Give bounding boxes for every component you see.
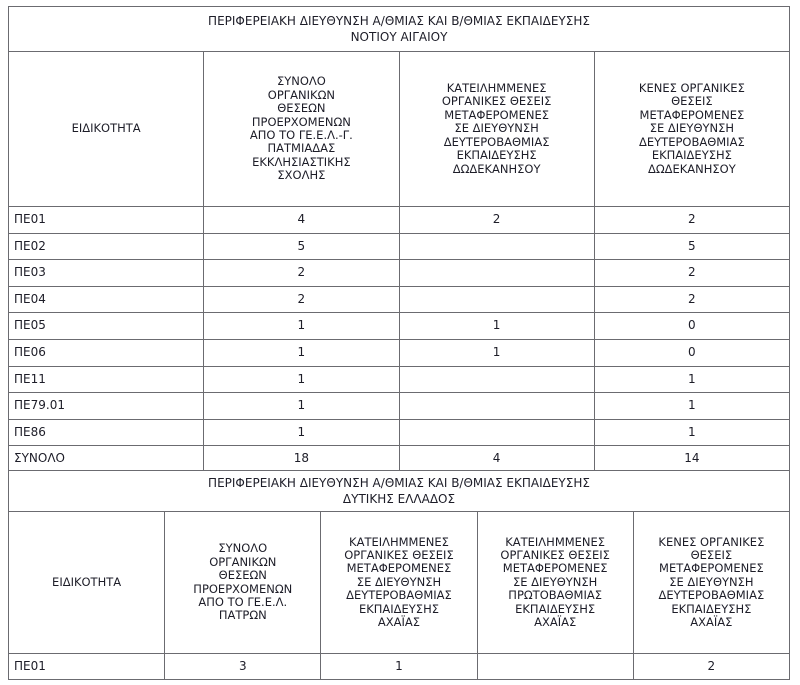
column-header-line: ΕΚΚΛΗΣΙΑΣΤΙΚΗΣ [252, 154, 351, 169]
cell-occupied-positions [399, 286, 594, 313]
cell-vacant-positions: 5 [594, 233, 789, 260]
cell-occupied-positions [399, 366, 594, 393]
table-row [9, 313, 790, 340]
cell-occupied-positions [399, 233, 594, 260]
table-row [9, 339, 790, 366]
table-title-cell [9, 471, 790, 512]
cell-occupied-positions: 2 [399, 207, 594, 234]
cell-occupied-positions [399, 393, 594, 420]
column-header-line: ΕΚΠΑΙΔΕΥΣΗΣ [651, 148, 732, 163]
table-row [9, 207, 790, 234]
column-header-line: ΣΕ ΔΙΕΥΘΥΝΣΗ [669, 574, 754, 589]
cell-occupied-secondary: 1 [321, 654, 477, 680]
column-header-line: ΣΕ ΔΙΕΥΘΥΝΣΗ [356, 574, 442, 589]
column-header-line: ΚΑΤΕΙΛΗΜΜΕΝΕΣ [349, 534, 449, 549]
column-header-line: ΣΕ ΔΙΕΥΘΥΝΣΗ [649, 121, 735, 136]
table-notiou-aigaiou [8, 6, 790, 473]
column-header-eidikotita [9, 52, 204, 207]
cell-specialty: ΠΕ06 [9, 339, 204, 366]
column-header-line: ΟΡΓΑΝΙΚΕΣ ΘΕΣΕΙΣ [500, 547, 610, 562]
column-header-line: ΚΑΤΕΙΛΗΜΜΕΝΕΣ [505, 534, 606, 549]
cell-vacant-secondary: 2 [633, 654, 789, 680]
cell-total-positions: 2 [204, 260, 399, 287]
column-header-line: ΑΧΑΪΑΣ [534, 615, 577, 630]
table-total-row [9, 446, 790, 473]
cell-vacant-positions: 1 [594, 393, 789, 420]
cell-total-positions: 2 [204, 286, 399, 313]
column-header-line: ΔΕΥΤΕΡΟΒΑΘΜΙΑΣ [346, 588, 452, 603]
column-header-line: ΘΕΣΕΩΝ [277, 101, 326, 116]
cell-specialty: ΠΕ01 [9, 654, 165, 680]
column-header-line: ΘΕΣΕΙΣ [690, 547, 733, 562]
cell-occupied-positions [399, 419, 594, 446]
cell-specialty: ΠΕ11 [9, 366, 204, 393]
cell-total-positions: 4 [204, 207, 399, 234]
column-header-line: ΟΡΓΑΝΙΚΩΝ [209, 554, 277, 569]
column-header-kateilimmenes-dodekanisou [399, 52, 594, 207]
table-title-line-2: ΔΥΤΙΚΗΣ ΕΛΛΑΔΟΣ [342, 492, 456, 506]
column-header-line: ΠΑΤΜΙΑΔΑΣ [267, 141, 336, 156]
column-header-line: ΟΡΓΑΝΙΚΕΣ ΘΕΣΕΙΣ [441, 94, 552, 109]
cell-specialty: ΠΕ86 [9, 419, 204, 446]
cell-specialty: ΠΕ03 [9, 260, 204, 287]
cell-vacant-positions: 1 [594, 366, 789, 393]
column-header-line: ΣΥΝΟΛΟ [218, 541, 268, 556]
column-header-line: ΔΕΥΤΕΡΟΒΑΘΜΙΑΣ [658, 588, 765, 603]
cell-occupied-positions: 1 [399, 339, 594, 366]
column-header-line: ΠΑΤΡΩΝ [218, 608, 267, 623]
cell-vacant-positions: 1 [594, 419, 789, 446]
column-header-kenes-dodekanisou [594, 52, 789, 207]
cell-vacant-positions: 0 [594, 313, 789, 340]
cell-specialty: ΠΕ04 [9, 286, 204, 313]
column-header-line: ΜΕΤΑΦΕΡΟΜΕΝΕΣ [659, 561, 764, 576]
table-row [9, 419, 790, 446]
column-header-line: ΚΑΤΕΙΛΗΜΜΕΝΕΣ [446, 81, 547, 96]
cell-occupied-positions [399, 260, 594, 287]
table-row [9, 260, 790, 287]
table-row [9, 233, 790, 260]
table-row [9, 393, 790, 420]
table-title-row [9, 471, 790, 512]
table-title-cell [9, 7, 790, 52]
table-row [9, 366, 790, 393]
table-row [9, 654, 790, 680]
column-header-kateilimmenes-deyterovathmias-achaias [321, 512, 477, 654]
column-header-kenes-deyterovathmias-achaias [633, 512, 789, 654]
column-header-line: ΕΚΠΑΙΔΕΥΣΗΣ [456, 148, 537, 163]
cell-occupied-primary [477, 654, 633, 680]
column-header-line: ΚΕΝΕΣ ΟΡΓΑΝΙΚΕΣ [658, 534, 765, 549]
column-header-kateilimmenes-protovathmias-achaias [477, 512, 633, 654]
cell-vacant-positions: 14 [594, 446, 789, 473]
column-header-line: ΜΕΤΑΦΕΡΟΜΕΝΕΣ [639, 107, 745, 122]
column-header-line: ΣΥΝΟΛΟ [276, 74, 326, 89]
column-header-eidikotita [9, 512, 165, 654]
column-header-line: ΕΚΠΑΙΔΕΥΣΗΣ [515, 601, 596, 616]
column-header-line: ΕΙΔΙΚΟΤΗΤΑ [52, 574, 122, 589]
column-header-line: ΕΙΔΙΚΟΤΗΤΑ [71, 121, 141, 136]
column-header-line: ΔΩΔΕΚΑΝΗΣΟΥ [647, 161, 736, 176]
table-title-line-1: ΠΕΡΙΦΕΡΕΙΑΚΗ ΔΙΕΥΘΥΝΣΗ Α/ΘΜΙΑΣ ΚΑΙ Β/ΘΜΙΑΣ ΕΚΠΑΙΔΕΥΣΗΣ [208, 13, 590, 28]
table-title-line-1: ΠΕΡΙΦΕΡΕΙΑΚΗ ΔΙΕΥΘΥΝΣΗ Α/ΘΜΙΑΣ ΚΑΙ Β/ΘΜΙΑΣ ΕΚΠΑΙΔΕΥΣΗΣ [208, 475, 590, 490]
cell-specialty: ΠΕ02 [9, 233, 204, 260]
cell-total-positions: 1 [204, 339, 399, 366]
column-header-line: ΣΕ ΔΙΕΥΘΥΝΣΗ [454, 121, 539, 136]
column-header-line: ΠΡΩΤΟΒΑΘΜΙΑΣ [508, 588, 602, 603]
column-header-line: ΠΡΟΕΡΧΟΜΕΝΩΝ [251, 114, 351, 129]
column-header-line: ΑΠΟ ΤΟ ΓΕ.Ε.Λ.-Γ. [249, 128, 353, 142]
column-header-synolo-organikon [165, 512, 321, 654]
column-header-line: ΘΕΣΕΩΝ [218, 568, 267, 583]
cell-vacant-positions: 0 [594, 339, 789, 366]
column-header-line: ΕΚΠΑΙΔΕΥΣΗΣ [671, 601, 752, 616]
cell-specialty: ΠΕ01 [9, 207, 204, 234]
column-header-line: ΜΕΤΑΦΕΡΟΜΕΝΕΣ [346, 561, 452, 576]
cell-specialty: ΠΕ79.01 [9, 393, 204, 420]
column-header-line: ΕΚΠΑΙΔΕΥΣΗΣ [358, 601, 439, 616]
column-header-line: ΟΡΓΑΝΙΚΕΣ ΘΕΣΕΙΣ [344, 547, 454, 562]
column-header-line: ΔΩΔΕΚΑΝΗΣΟΥ [452, 161, 541, 176]
table-body [9, 207, 790, 473]
table-body [9, 654, 790, 680]
cell-total-positions: 1 [204, 313, 399, 340]
table-column-header-row [9, 52, 790, 207]
column-header-line: ΑΠΟ ΤΟ ΓΕ.Ε.Λ. [198, 594, 288, 609]
cell-occupied-positions: 4 [399, 446, 594, 473]
table-row [9, 286, 790, 313]
cell-total-positions: 1 [204, 419, 399, 446]
cell-total-positions: 1 [204, 366, 399, 393]
table-dytikis-ellados [8, 470, 790, 680]
column-header-line: ΑΧΑΪΑΣ [690, 615, 733, 630]
column-header-line: ΔΕΥΤΕΡΟΒΑΘΜΙΑΣ [443, 134, 550, 149]
column-header-line: ΑΧΑΪΑΣ [377, 615, 421, 630]
column-header-line: ΟΡΓΑΝΙΚΩΝ [267, 87, 335, 102]
cell-total-positions: 3 [165, 654, 321, 680]
column-header-line: ΣΧΟΛΗΣ [277, 168, 326, 183]
cell-vacant-positions: 2 [594, 260, 789, 287]
cell-vacant-positions: 2 [594, 207, 789, 234]
column-header-line: ΠΡΟΕΡΧΟΜΕΝΩΝ [193, 581, 293, 596]
column-header-line: ΜΕΤΑΦΕΡΟΜΕΝΕΣ [502, 561, 608, 576]
column-header-synolo-organikon [204, 52, 399, 207]
table-title-line-2: ΝΟΤΙΟΥ ΑΙΓΑΙΟΥ [350, 30, 448, 44]
column-header-line: ΔΕΥΤΕΡΟΒΑΘΜΙΑΣ [639, 134, 745, 149]
column-header-line: ΚΕΝΕΣ ΟΡΓΑΝΙΚΕΣ [638, 81, 745, 96]
cell-total-positions: 1 [204, 393, 399, 420]
column-header-line: ΜΕΤΑΦΕΡΟΜΕΝΕΣ [444, 107, 549, 122]
cell-total-positions: 5 [204, 233, 399, 260]
table-column-header-row [9, 512, 790, 654]
cell-total-label: ΣΥΝΟΛΟ [9, 446, 204, 473]
cell-total-positions: 18 [204, 446, 399, 473]
cell-specialty: ΠΕ05 [9, 313, 204, 340]
column-header-line: ΘΕΣΕΙΣ [671, 94, 713, 109]
table-title-row [9, 7, 790, 52]
cell-occupied-positions: 1 [399, 313, 594, 340]
cell-vacant-positions: 2 [594, 286, 789, 313]
column-header-line: ΣΕ ΔΙΕΥΘΥΝΣΗ [512, 574, 598, 589]
